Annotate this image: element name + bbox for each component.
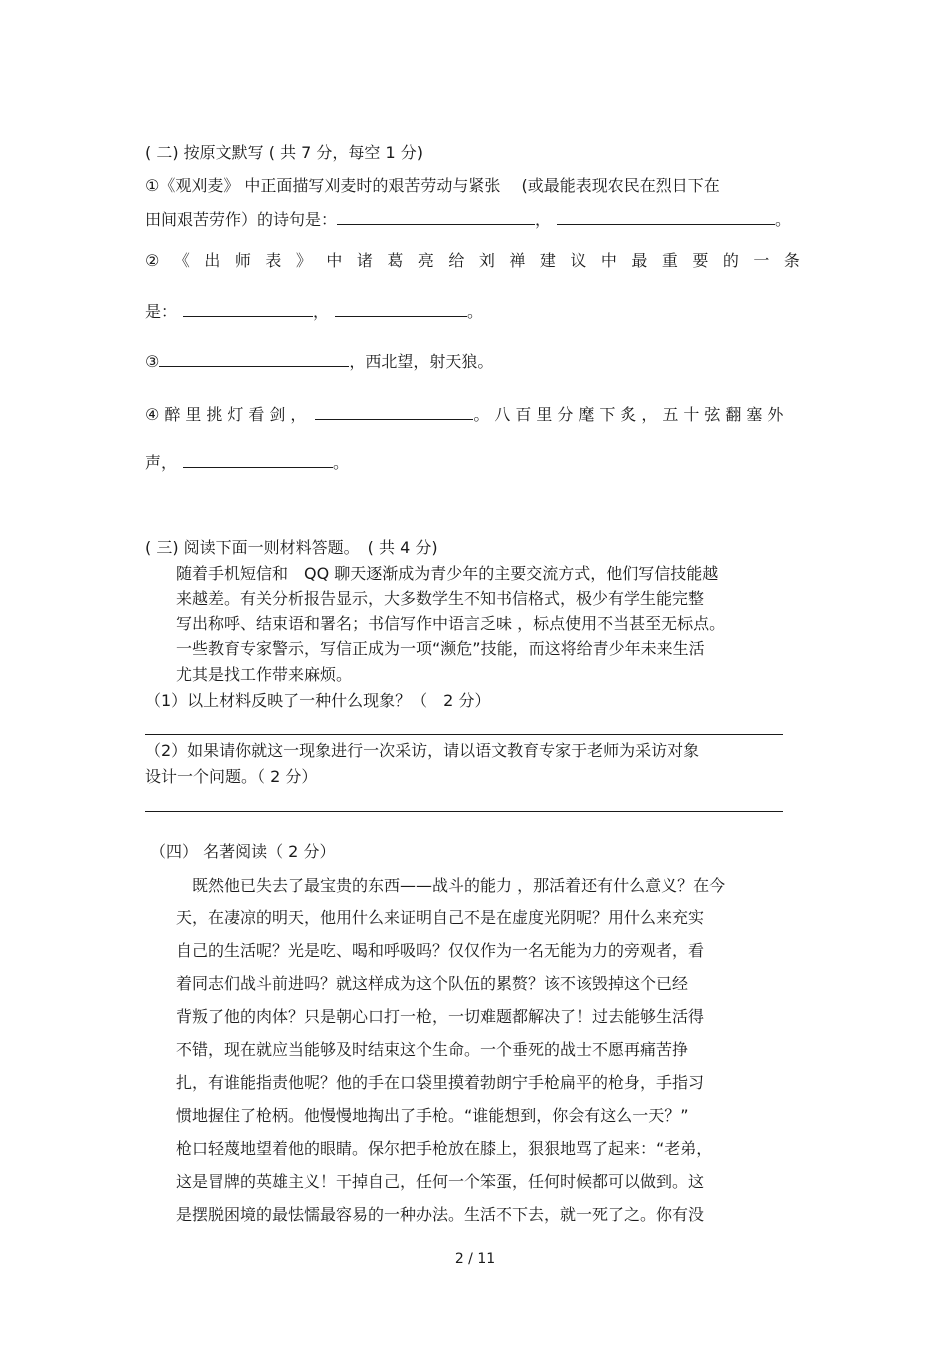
question-1-prompt: 田间艰苦劳作）的诗句是： (145, 210, 338, 229)
answer-blank-4b[interactable] (183, 451, 333, 468)
question-4-line1 (145, 403, 788, 426)
excerpt-line-11: 是摆脱困境的最怯懦最容易的一种办法。生活不下去，就一死了之。你有没 (176, 1205, 705, 1224)
excerpt-line-4: 着同志们战斗前进吗？就这样成为这个队伍的累赘？该不该毁掉这个已经 (176, 974, 689, 993)
section3-heading: ( 三) 阅读下面一则材料答题。 ( 共 4 分) (145, 538, 438, 557)
question-1-line2 (145, 208, 791, 231)
excerpt-line-3: 自己的生活呢？光是吃、喝和呼吸吗？仅仅作为一名无能为力的旁观者，看 (176, 941, 705, 960)
section4-heading: （四） 名著阅读（ 2 分） (150, 842, 336, 861)
separator: ， (535, 210, 552, 229)
excerpt-line-6: 不错，现在就应当能够及时结束这个生命。一个垂死的战士不愿再痛苦挣 (176, 1040, 689, 1059)
question-4-prompt: ④醉里挑灯看剑， (145, 405, 312, 424)
question-3-line (145, 350, 493, 373)
question-4-line2 (145, 451, 349, 474)
question-4-text: 。八百里分麾下炙，五十弦翻塞外 (473, 405, 789, 424)
excerpt-line-5: 背叛了他的肉体？只是朝心口打一枪，一切难题都解决了！过去能够生活得 (176, 1007, 705, 1026)
excerpt-line-7: 扎，有谁能指责他呢？他的手在口袋里摸着勃朗宁手枪扁平的枪身，手指习 (176, 1073, 705, 1092)
section3-question-1: （1）以上材料反映了一种什么现象？（ 2 分） (145, 691, 491, 710)
material-line-3: 写出称呼、结束语和署名；书信写作中语言乏味 ，标点使用不当甚至无标点。 (176, 614, 726, 633)
question-2-line1: ②《出师表》中诸葛亮给刘禅建议中最重要的一条 (145, 251, 815, 270)
question-2-line2 (145, 300, 483, 323)
answer-blank-1a[interactable] (337, 208, 535, 225)
separator: ， (313, 302, 330, 321)
excerpt-line-10: 这是冒牌的英雄主义！干掉自己，任何一个笨蛋，任何时候都可以做到。这 (176, 1172, 705, 1191)
material-line-5: 尤其是找工作带来麻烦。 (176, 665, 353, 684)
answer-blank-4a[interactable] (315, 403, 473, 420)
answer-line-1[interactable] (145, 734, 783, 735)
question-2-prompt: 是： (145, 302, 178, 321)
circled-number-3: ③ (145, 352, 160, 371)
question-4-prompt2: 声， (145, 453, 178, 472)
section3-question-2-line2: 设计一个问题。（ 2 分） (145, 767, 318, 786)
answer-blank-1b[interactable] (557, 208, 775, 225)
answer-line-2[interactable] (145, 811, 783, 812)
material-line-4: 一些教育专家警示，写信正成为一项“濒危”技能，而这将给青少年未来生活 (176, 639, 705, 658)
section2-heading: ( 二) 按原文默写 ( 共 7 分，每空 1 分) (145, 143, 424, 162)
material-line-1: 随着手机短信和 QQ 聊天逐渐成为青少年的主要交流方式，他们写信技能越 (176, 564, 719, 583)
section3-question-2-line1: （2）如果请你就这一现象进行一次采访，请以语文教育专家于老师为采访对象 (145, 741, 700, 760)
material-line-2: 来越差。有关分析报告显示，大多数学生不知书信格式，极少有学生能完整 (176, 589, 705, 608)
answer-blank-2a[interactable] (183, 300, 313, 317)
excerpt-line-1: 既然他已失去了最宝贵的东西——战斗的能力 ，那活着还有什么意义？在今 (176, 876, 726, 895)
end-mark: 。 (467, 302, 484, 321)
question-3-text: ，西北望，射天狼。 (349, 352, 494, 371)
page-number: 2 / 11 (454, 1251, 496, 1267)
excerpt-line-2: 天，在凄凉的明天，他用什么来证明自己不是在虚度光阴呢？用什么来充实 (176, 908, 705, 927)
excerpt-line-9: 枪口轻蔑地望着他的眼睛。保尔把手枪放在膝上，狠狠地骂了起来：“老弟， (176, 1139, 713, 1158)
end-mark: 。 (775, 210, 792, 229)
excerpt-line-8: 惯地握住了枪柄。他慢慢地掏出了手枪。“谁能想到，你会有这么一天？” (176, 1106, 689, 1125)
question-1-line1: ①《观刈麦》 中正面描写刈麦时的艰苦劳动与紧张 (或最能表现农民在烈日下在 (145, 176, 720, 195)
answer-blank-2b[interactable] (335, 300, 467, 317)
answer-blank-3[interactable] (159, 350, 349, 367)
end-mark: 。 (333, 453, 350, 472)
